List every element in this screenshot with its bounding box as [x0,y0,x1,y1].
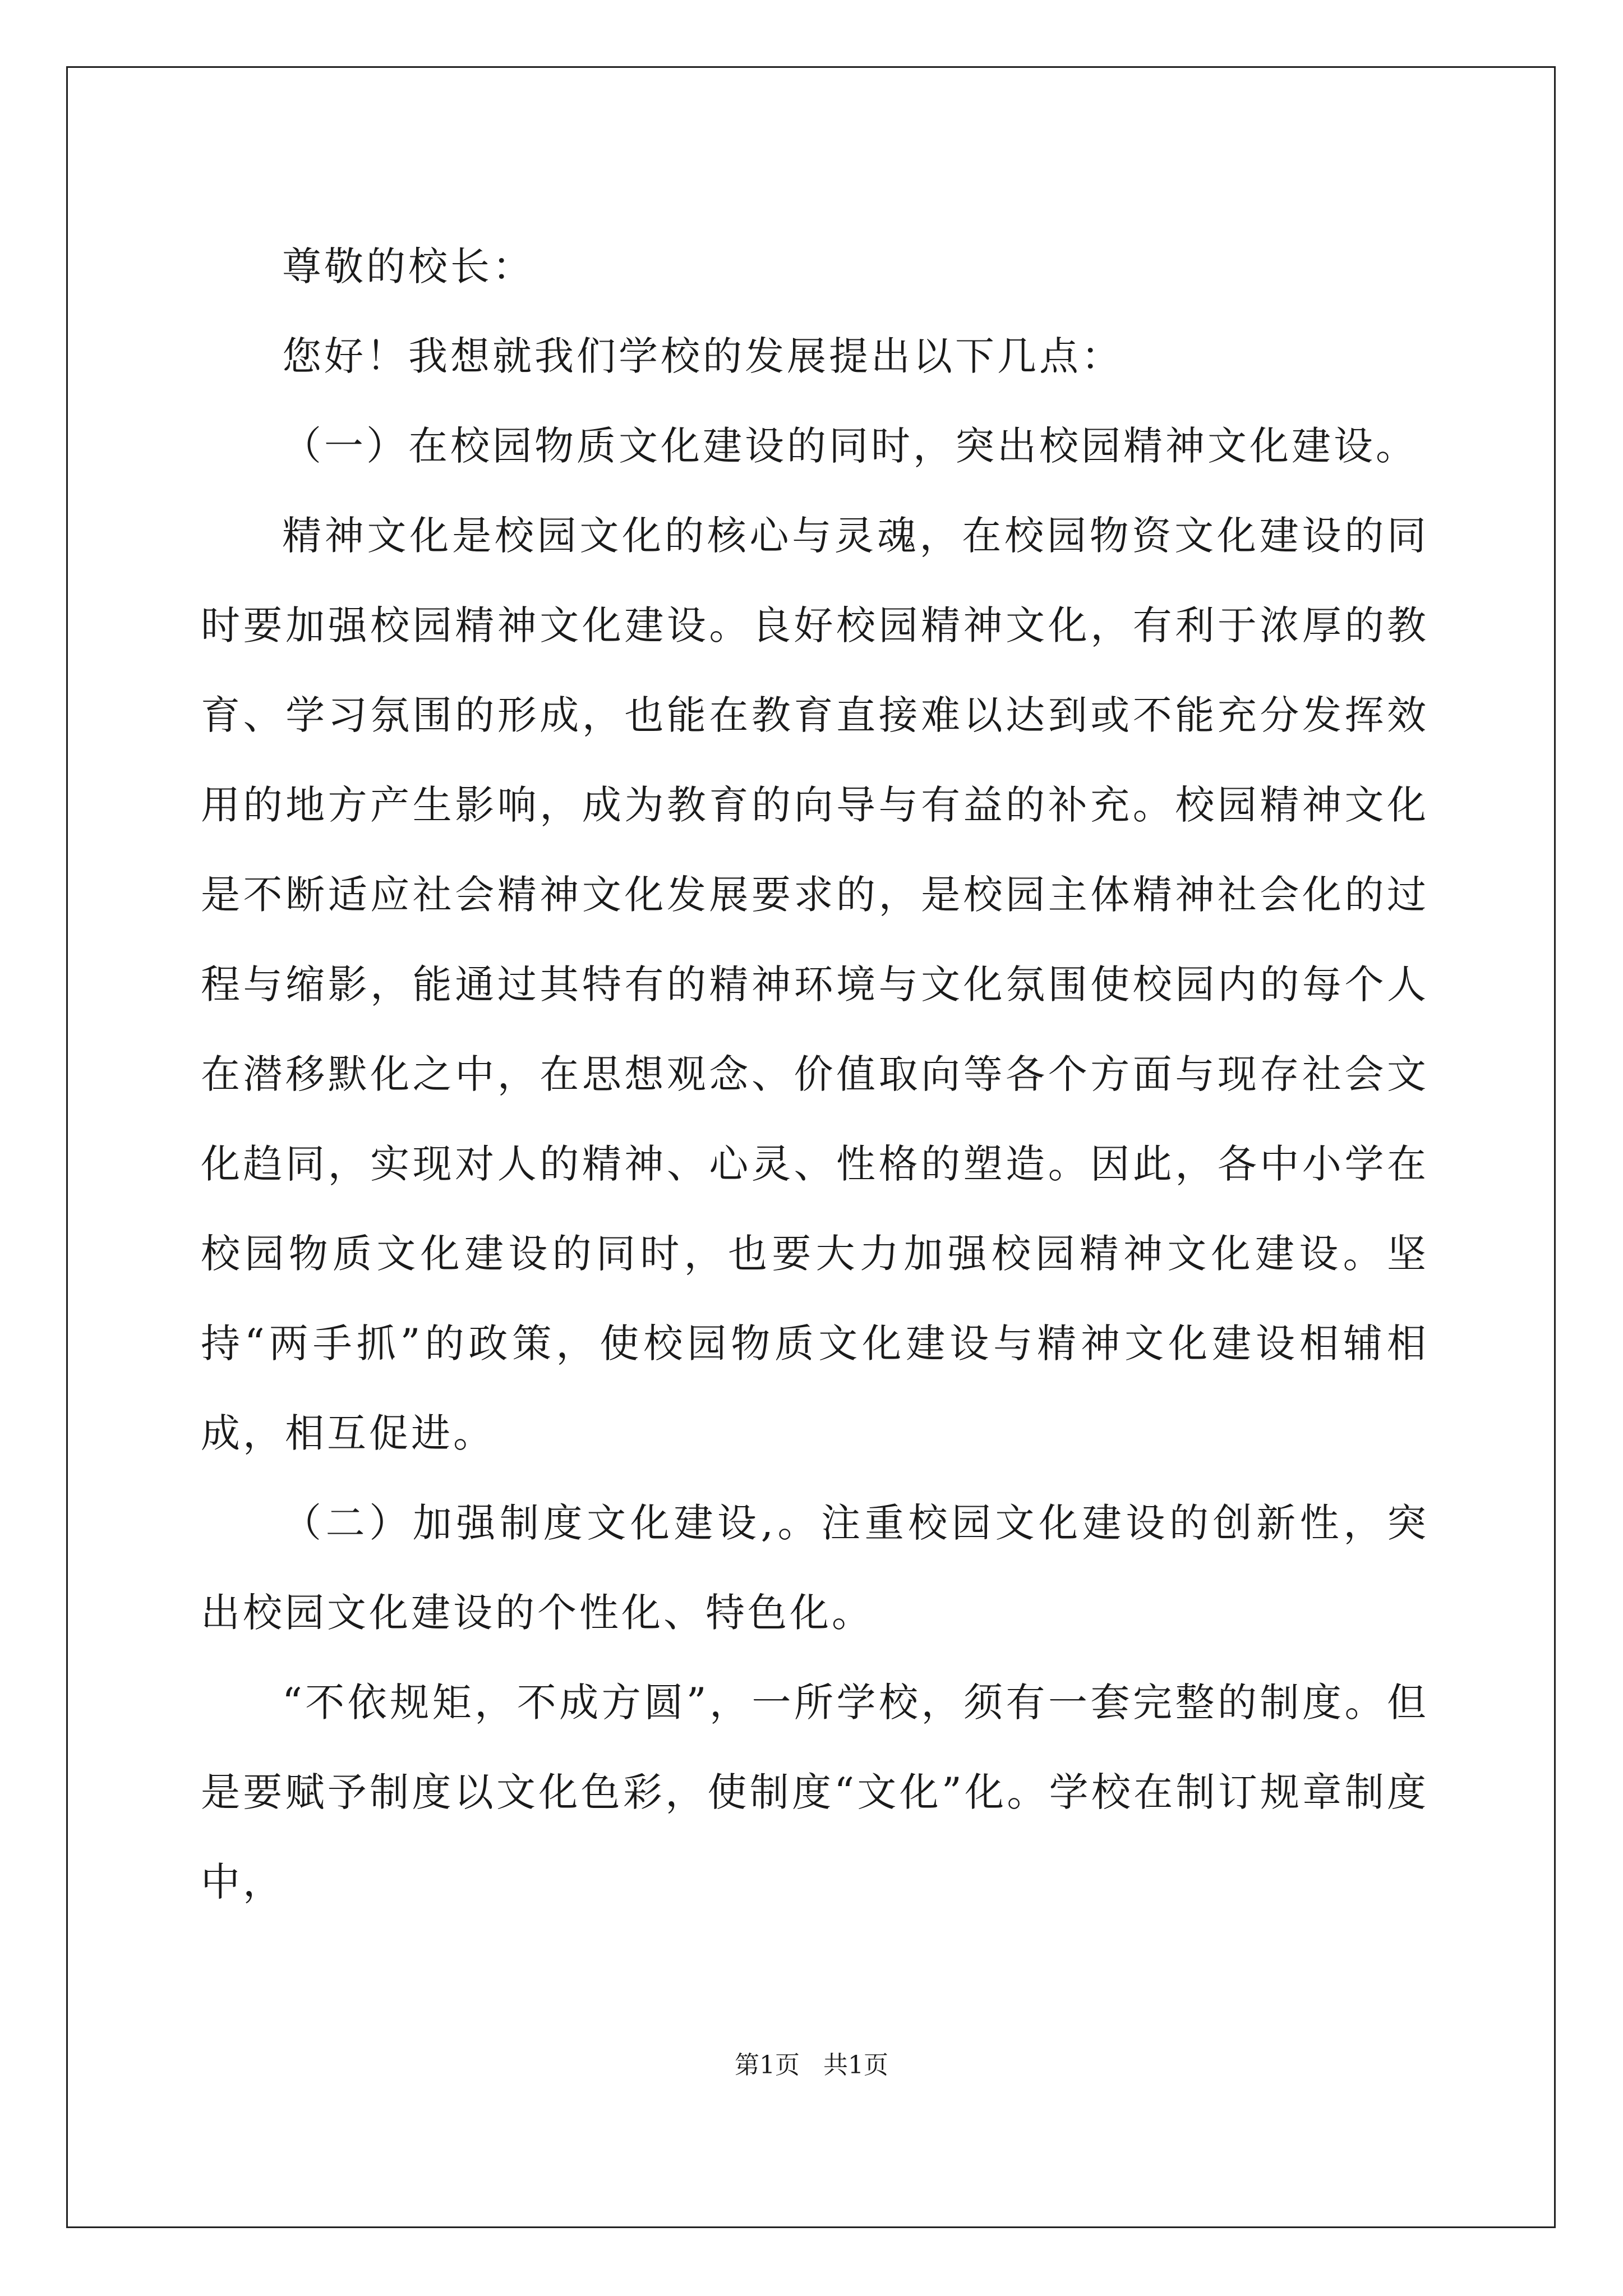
paragraph-spiritual-culture: 精神文化是校园文化的核心与灵魂，在校园物资文化建设的同时要加强校园精神文化建设。良好校园精神文化，有利于浓厚的教育、学习氛围的形成，也能在教育直接难以达到或不能充分发挥效用的地方产生影响，成为教育的向导与有益的补充。校园精神文化是不断适应社会精神文化发展要求的，是校园主体精神社会化的过程与缩影，能通过其特有的精神环境与文化氛围使校园内的每个人在潜移默化之中，在思想观念、价值取向等各个方面与现存社会文化趋同，实现对人的精神、心灵、性格的塑造。因此，各中小学在校园物质文化建设的同时，也要大力加强校园精神文化建设。坚持“两手抓”的政策，使校园物质文化建设与精神文化建设相辅相成，相互促进。 [201,513,1429,1456]
paragraph-heading-1: （一）在校园物质文化建设的同时，突出校园精神文化建设。 [282,423,1418,469]
salutation: 尊敬的校长： [282,243,534,289]
letter-body [201,222,1429,1927]
page-total: 共1页 [823,2051,888,2079]
page-number: 第1页 [735,2051,800,2079]
page-footer [0,2045,1623,2081]
paragraph-heading-2: （二）加强制度文化建设,。注重校园文化建设的创新性，突出校园文化建设的个性化、特色化。 [201,1500,1429,1636]
paragraph-greeting: 您好！我想就我们学校的发展提出以下几点： [282,333,1123,379]
paragraph-rules: “不依规矩，不成方圆”，一所学校，须有一套完整的制度。但是要赋予制度以文化色彩，使制度“文化”化。学校在制订规章制度中， [201,1680,1429,1905]
